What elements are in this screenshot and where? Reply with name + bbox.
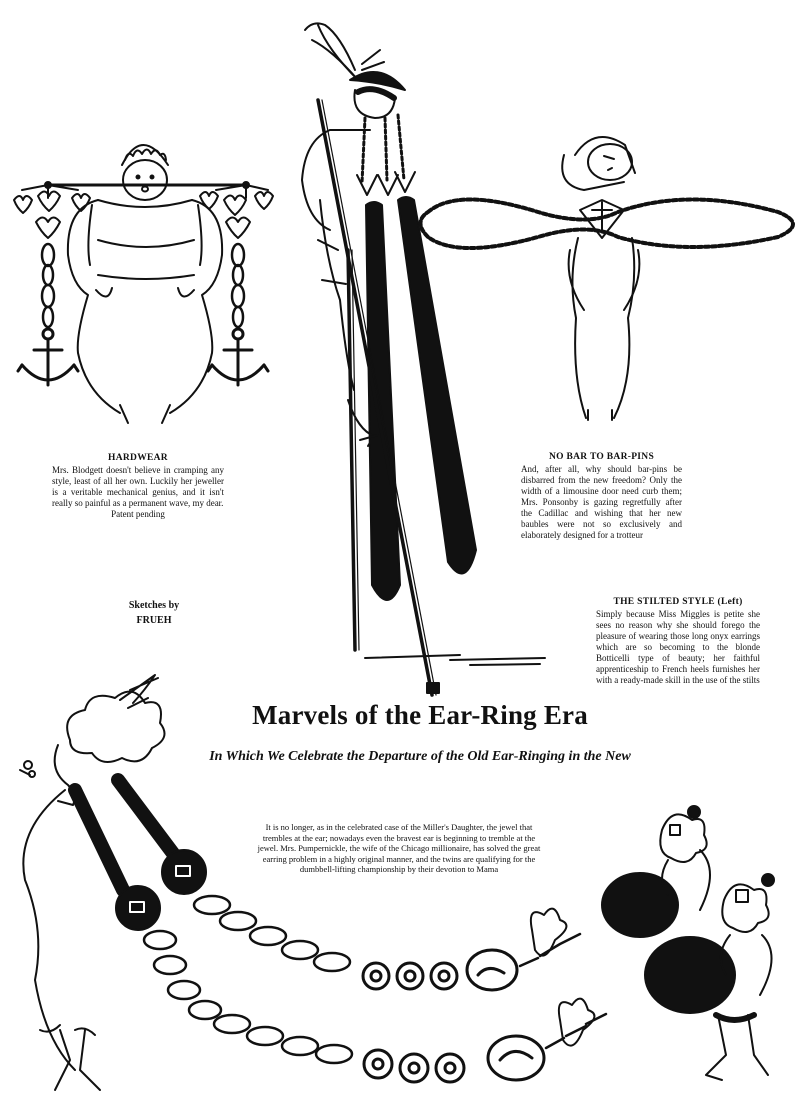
sketch-credit xyxy=(104,598,204,628)
stilted-illustration xyxy=(302,23,545,695)
bottom-illustration xyxy=(20,675,774,1090)
stilted-body: Simply because Miss Miggles is petite she sees no reason why she should forego the pleasure of wearing those long onyx earrings which are so becoming to the blonde Botticelli type of beauty; her faithful apprenticeship to French heels furnishes her with a ready-made skill in the use of the stilts xyxy=(596,609,760,685)
hardwear-caption xyxy=(52,453,224,520)
page-subtitle: In Which We Celebrate the Departure of the Old Ear-Ringing in the New xyxy=(209,749,631,764)
credit-line-1: Sketches by xyxy=(128,600,180,611)
hardwear-body: Mrs. Blodgett doesn't believe in cramping any style, least of all her own. Luckily her jeweller is a veritable mechanical genius, and it isn't really so painful as a permanent wave, my dear. xyxy=(52,465,224,508)
no-bar-body: And, after all, why should bar-pins be disbarred from the new freedom? Only the width of a limousine door need curb them; Mrs. Ponsonby is gazing regretfully after the Cadillac and wishing that her new baubles were not so exclusively and elaborately designed for a trotteur xyxy=(521,464,682,540)
hardwear-title: HARDWEAR xyxy=(108,453,168,463)
stilted-caption xyxy=(596,597,760,686)
stilted-title: THE STILTED STYLE (Left) xyxy=(613,597,743,607)
credit-line-2: FRUEH xyxy=(136,615,172,626)
no-bar-title: NO BAR TO BAR-PINS xyxy=(548,452,655,462)
hardwear-sign: Patent pending xyxy=(111,509,165,519)
page-title: Marvels of the Ear-Ring Era xyxy=(252,700,588,730)
intro-caption: It is no longer, as in the celebrated case of the Miller's Daughter, the jewel that trembles at the ear; nowadays even the bravest ear is beginning to tremble at the jewel. Mrs. Pumpernickle, the wife of the Chicago millionaire, has solved the great earring problem in a highly original manner, and the twins are qualifying for the dumbbell-lifting championship by their devotion to Mama xyxy=(257,822,541,874)
barpin-illustration xyxy=(421,137,794,420)
no-bar-caption xyxy=(521,452,682,541)
hardwear-illustration xyxy=(14,145,273,423)
